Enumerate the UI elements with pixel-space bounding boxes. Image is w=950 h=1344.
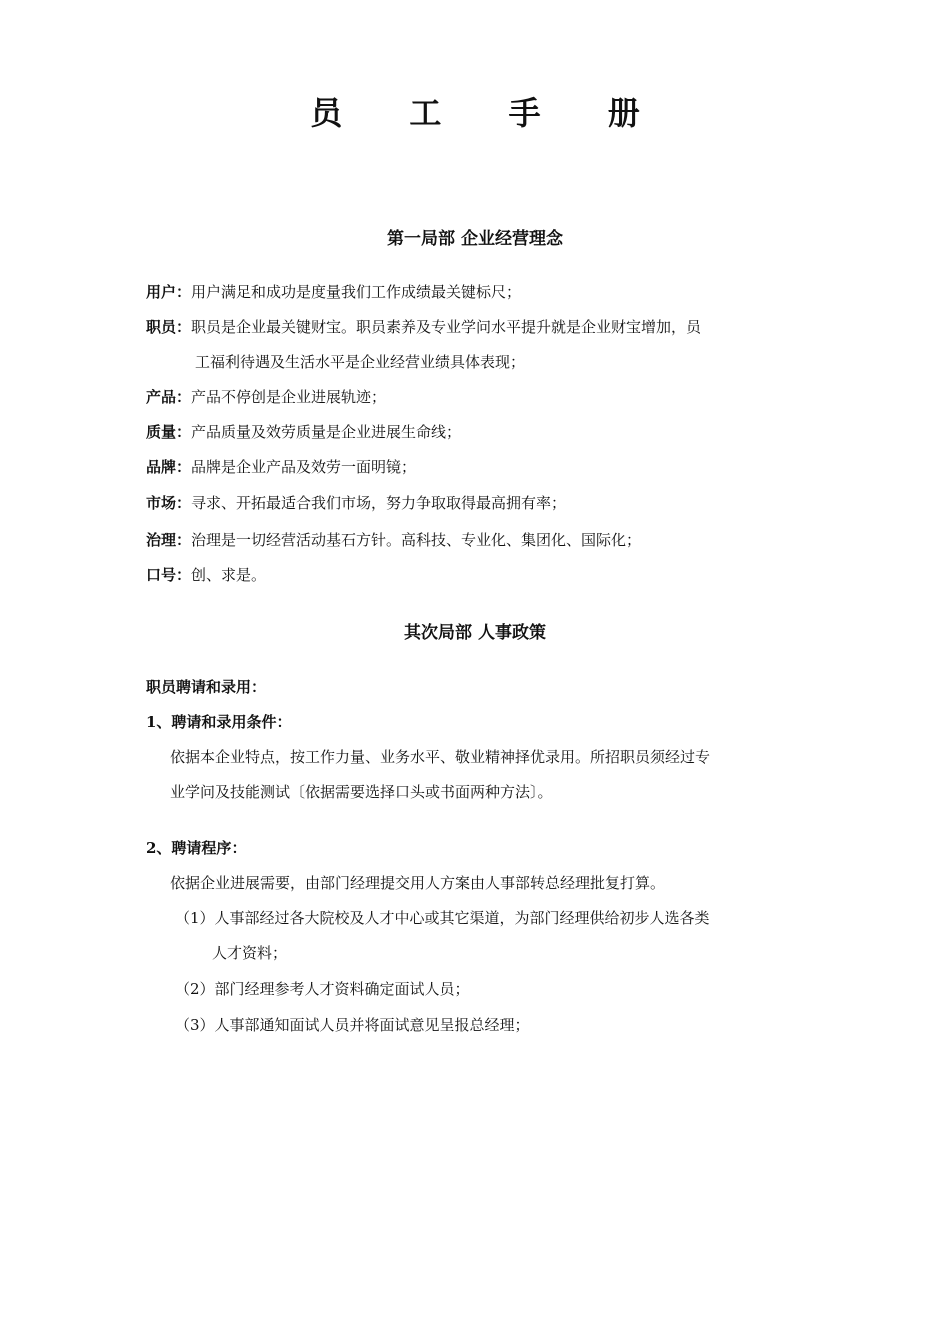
principle-text: 品牌是企业产品及效劳一面明镜；: [191, 458, 417, 476]
principle-text: 产品不停创是企业进展轨迹；: [191, 388, 387, 406]
principle-label: 治理：: [146, 531, 192, 549]
principle-item: [146, 530, 641, 550]
step-item: [175, 979, 470, 999]
step-item: [175, 908, 710, 928]
principle-label: 质量：: [146, 423, 192, 441]
step-number: （3）: [175, 1016, 215, 1034]
principle-text: 产品质量及效劳质量是企业进展生命线；: [191, 423, 462, 441]
principle-item: [146, 282, 521, 302]
principle-label: 口号：: [146, 566, 192, 584]
principle-label: 职员：: [146, 318, 192, 336]
step-text: 人事部通知面试人员并将面试意见呈报总经理；: [214, 1016, 530, 1034]
principle-item: [146, 493, 566, 513]
paragraph-line: 依据本企业特点，按工作力量、业务水平、敬业精神择优录用。所招职员须经过专: [170, 748, 711, 766]
principle-text: 创、求是。: [191, 566, 267, 584]
principle-text: 用户满足和成功是度量我们工作成绩最关键标尺；: [191, 283, 522, 301]
principle-continuation: 工福利待遇及生活水平是企业经营业绩具体表现；: [195, 353, 526, 371]
document-title: 员 工 手 册: [310, 94, 668, 132]
principle-item: [146, 422, 461, 442]
paragraph-line: 业学问及技能测试〔依据需要选择口头或书面两种方法〕。: [170, 783, 553, 801]
step-continuation: 人才资料；: [212, 944, 288, 962]
step-item: [175, 1015, 530, 1035]
paragraph-line: 依据企业进展需要，由部门经理提交用人方案由人事部转总经理批复打算。: [170, 874, 666, 892]
principle-label: 产品：: [146, 388, 192, 406]
principle-label: 市场：: [146, 494, 192, 512]
subsection-intro: 职员聘请和录用：: [146, 678, 267, 696]
principle-item: [146, 317, 701, 337]
principle-item: [146, 387, 386, 407]
step-text: 人事部经过各大院校及人才中心或其它渠道，为部门经理供给初步人选各类: [214, 909, 710, 927]
step-text: 部门经理参考人才资料确定面试人员；: [214, 980, 470, 998]
principle-text: 职员是企业最关键财宝。职员素养及专业学问水平提升就是企业财宝增加，员: [191, 318, 702, 336]
principle-label: 用户：: [146, 283, 192, 301]
principle-item: [146, 565, 266, 585]
subsection-heading-1: 1、聘请和录用条件：: [146, 713, 292, 731]
principle-text: 寻求、开拓最适合我们市场，努力争取取得最高拥有率；: [191, 494, 567, 512]
principle-item: [146, 457, 416, 477]
subsection-heading-2: 2、聘请程序：: [146, 839, 247, 857]
step-number: （1）: [175, 909, 215, 927]
step-number: （2）: [175, 980, 215, 998]
section-heading-1: 第一局部 企业经营理念: [387, 229, 563, 249]
principle-label: 品牌：: [146, 458, 192, 476]
section-heading-2: 其次局部 人事政策: [404, 623, 546, 643]
principle-text: 治理是一切经营活动基石方针。高科技、专业化、集团化、国际化；: [191, 531, 642, 549]
